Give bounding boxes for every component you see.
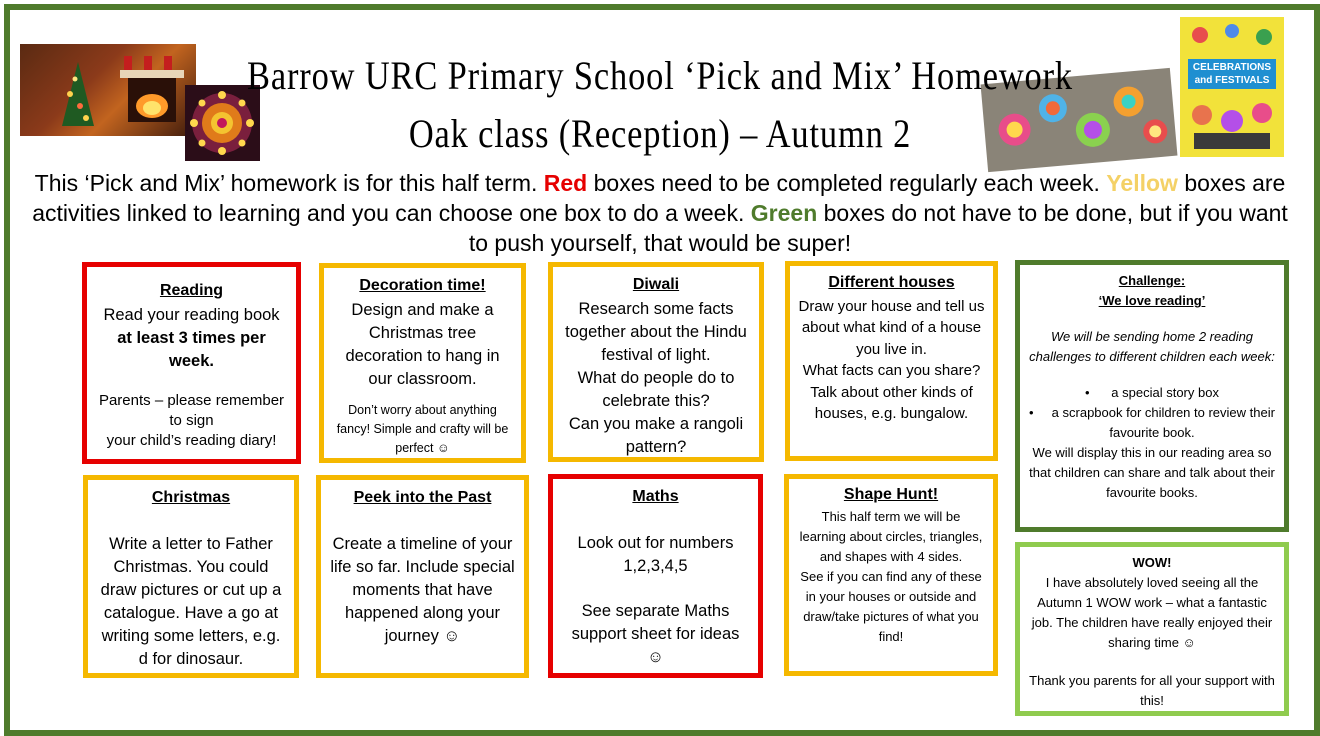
houses-line3: Talk about other kinds of houses, e.g. bungalow. bbox=[810, 383, 973, 422]
shape-line2: See if you can find any of these in your houses or outside and draw/take pictures of what you find! bbox=[800, 569, 982, 644]
diwali-line2: What do people do to celebrate this? bbox=[577, 369, 735, 410]
maths-box bbox=[548, 474, 763, 678]
diwali-line3: Can you make a rangoli pattern? bbox=[568, 415, 744, 456]
maths-title: Maths bbox=[632, 488, 679, 505]
intro-text-4: boxes do not have to be done, but if you want to push yourself, that would be super! bbox=[468, 200, 1288, 256]
challenge-bullet2-text: a scrapbook for children to review their favourite book. bbox=[1051, 405, 1275, 440]
challenge-subtitle: ‘We love reading’ bbox=[1098, 293, 1206, 308]
houses-line1: Draw your house and tell us about what kind of a house you live in. bbox=[798, 297, 985, 358]
intro-text-1: This ‘Pick and Mix’ homework is for this half term. bbox=[34, 170, 538, 196]
book-cover-title: CELEBRATIONS and FESTIVALS bbox=[1192, 62, 1272, 86]
diwali-title: Diwali bbox=[632, 276, 680, 293]
reading-line2: at least 3 times per week. bbox=[117, 329, 266, 370]
challenge-box bbox=[1015, 260, 1289, 532]
intro-text-2: boxes need to be completed regularly each week. bbox=[593, 170, 1100, 196]
wow-box bbox=[1015, 542, 1289, 716]
christmas-title: Christmas bbox=[151, 489, 231, 506]
diwali-line1: Research some facts together about the Hindu festival of light. bbox=[565, 300, 747, 364]
decoration-line1: Design and make a Christmas tree decoration to hang in our classroom. bbox=[345, 301, 500, 388]
challenge-line2: We will display this in our reading area so that children can share and talk about their favourite books. bbox=[1029, 445, 1275, 500]
intro-text-3: boxes are activities linked to learning and you can choose one box to do a week. bbox=[32, 170, 1286, 226]
past-title: Peek into the Past bbox=[353, 489, 492, 506]
maths-line2: See separate Maths support sheet for ideas ☺ bbox=[571, 602, 740, 666]
past-line1: Create a timeline of your life so far. Include special moments that have happened along your journey ☺ bbox=[330, 535, 515, 645]
past-box bbox=[316, 475, 529, 678]
diwali-box bbox=[548, 262, 764, 462]
houses-box bbox=[785, 261, 998, 461]
shape-title: Shape Hunt! bbox=[843, 486, 939, 503]
challenge-line1: We will be sending home 2 reading challenges to different children each week: bbox=[1029, 329, 1275, 364]
page-title-line1: Barrow URC Primary School ‘Pick and Mix’ Homework bbox=[247, 53, 1073, 98]
challenge-title: Challenge: bbox=[1118, 273, 1186, 288]
wow-line1: I have absolutely loved seeing all the Autumn 1 WOW work – what a fantastic job. The children have really enjoyed their sharing time ☺ bbox=[1031, 575, 1273, 650]
decoration-box bbox=[319, 263, 526, 463]
shape-line1: This half term we will be learning about circles, triangles, and shapes with 4 sides. bbox=[799, 509, 983, 564]
intro-red-word: Red bbox=[543, 170, 588, 196]
decoration-line2: Don’t worry about anything fancy! Simple and crafty will be perfect ☺ bbox=[336, 403, 509, 455]
intro-paragraph bbox=[30, 168, 1290, 258]
intro-green-word: Green bbox=[750, 200, 818, 226]
christmas-box bbox=[83, 475, 299, 678]
challenge-bullet2: • a scrapbook for children to review their favourite book. bbox=[1029, 405, 1275, 440]
challenge-bullet1: • a special story box bbox=[1085, 385, 1219, 400]
reading-line4: your child’s reading diary! bbox=[106, 432, 277, 449]
wow-line2: Thank you parents for all your support with this! bbox=[1029, 673, 1275, 708]
christmas-line1: Write a letter to Father Christmas. You could draw pictures or cut up a catalogue. Have a go at writing some letters, e.g. d for dinosaur. bbox=[100, 535, 282, 668]
maths-line1: Look out for numbers 1,2,3,4,5 bbox=[577, 534, 734, 575]
houses-line2: What facts can you share? bbox=[802, 362, 981, 379]
reading-title: Reading bbox=[159, 282, 224, 299]
houses-title: Different houses bbox=[828, 274, 955, 291]
reading-line3: Parents – please remember to sign bbox=[98, 392, 285, 429]
intro-yellow-word: Yellow bbox=[1106, 170, 1178, 196]
challenge-bullet1-text: a special story box bbox=[1111, 385, 1219, 400]
reading-box bbox=[82, 262, 301, 464]
page-title-line2: Oak class (Reception) – Autumn 2 bbox=[408, 111, 912, 156]
reading-line1: Read your reading book bbox=[103, 306, 280, 324]
shape-box bbox=[784, 474, 998, 676]
decoration-title: Decoration time! bbox=[359, 277, 486, 294]
wow-title: WOW! bbox=[1132, 555, 1172, 570]
